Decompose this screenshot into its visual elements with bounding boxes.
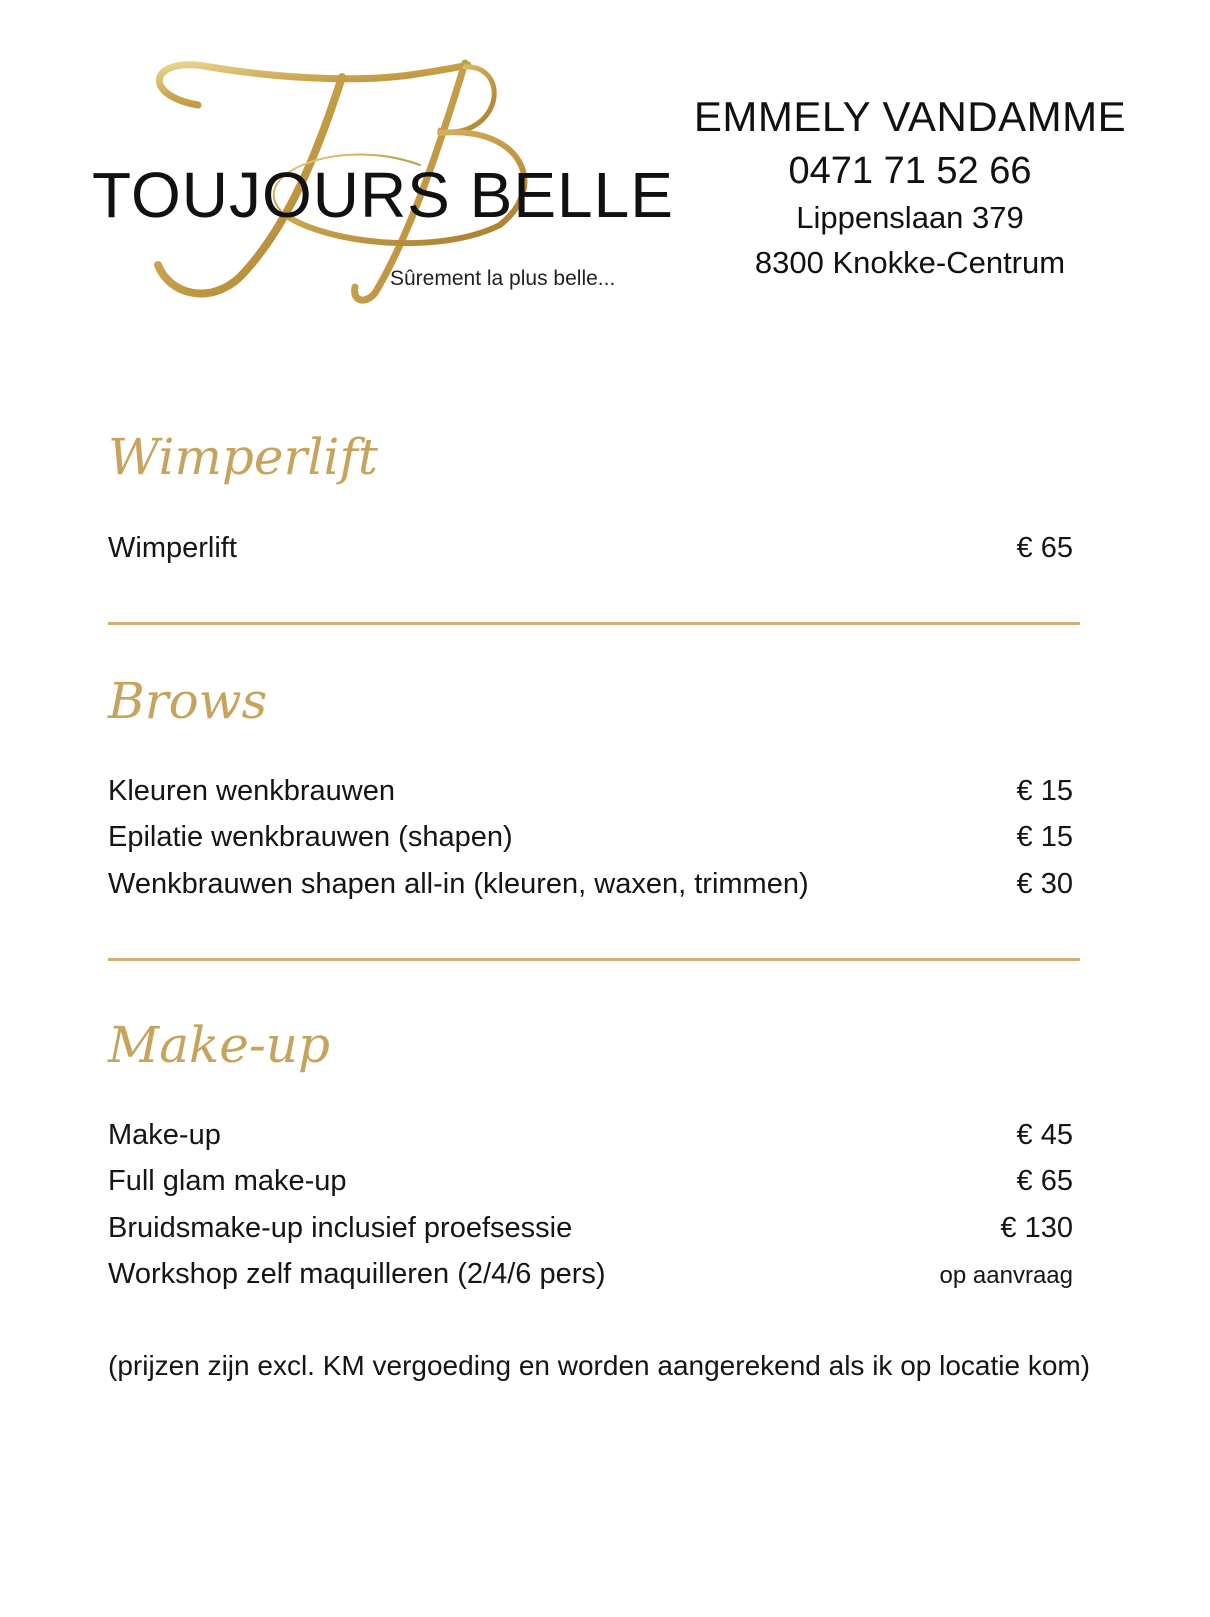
price-row: [108, 1121, 1073, 1150]
section-title-brows: Brows: [108, 672, 268, 730]
service-label: Wenkbrauwen shapen all-in (kleuren, waxen, trimmen): [108, 868, 809, 900]
service-price: € 130: [1000, 1212, 1073, 1244]
brand-tagline: Sûrement la plus belle...: [390, 267, 616, 290]
section-divider: [108, 622, 1080, 625]
service-label: Bruidsmake-up inclusief proefsessie: [108, 1212, 573, 1244]
section-title-wimperlift: Wimperlift: [108, 428, 378, 486]
contact-city: 8300 Knokke-Centrum: [754, 245, 1066, 280]
service-price: € 65: [1016, 1165, 1073, 1197]
contact-block: [640, 93, 1180, 280]
brand-name: TOUJOURS BELLE: [92, 159, 674, 231]
service-label: Epilatie wenkbrauwen (shapen): [108, 821, 513, 853]
service-label: Full glam make-up: [108, 1165, 347, 1197]
service-price: € 15: [1016, 821, 1073, 853]
service-price: € 65: [1016, 532, 1073, 564]
price-row: [108, 1214, 1073, 1243]
service-label: Make-up: [108, 1119, 221, 1151]
price-row: [108, 534, 1073, 563]
price-row: [108, 1260, 1073, 1289]
price-row: [108, 1167, 1073, 1196]
price-row: [108, 777, 1073, 806]
pricing-footnote: (prijzen zijn excl. KM vergoeding en worden aangerekend als ik op locatie kom): [108, 1350, 1091, 1381]
price-row: [108, 823, 1073, 852]
service-label: Wimperlift: [108, 532, 237, 564]
service-label: Kleuren wenkbrauwen: [108, 775, 395, 807]
contact-phone: 0471 71 52 66: [788, 150, 1032, 192]
service-price: € 30: [1016, 868, 1073, 900]
section-divider: [108, 958, 1080, 961]
contact-street: Lippenslaan 379: [796, 200, 1024, 235]
contact-name: EMMELY VANDAMME: [693, 93, 1127, 140]
service-price: € 45: [1016, 1119, 1073, 1151]
logo: [80, 55, 680, 320]
service-label: Workshop zelf maquilleren (2/4/6 pers): [108, 1258, 606, 1290]
service-price: € 15: [1016, 775, 1073, 807]
section-title-makeup: Make-up: [108, 1016, 330, 1074]
price-row: [108, 870, 1073, 899]
service-price: op aanvraag: [939, 1262, 1073, 1289]
